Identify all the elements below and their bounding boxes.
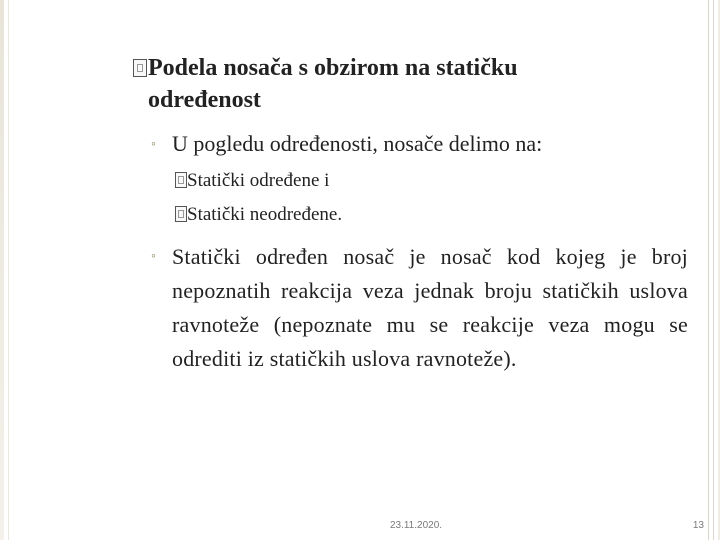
bullet-text: U pogledu određenosti, nosače delimo na: bbox=[172, 131, 543, 156]
sub-bullet-item bbox=[175, 167, 329, 195]
missing-glyph-box-icon bbox=[175, 172, 187, 188]
bullet-text: Statički određen nosač je nosač kod kojeg je broj nepoznatih reakcija veza jednak broju statičkih uslova ravnoteže (nepoznate mu se reakcije veza mogu se odrediti iz statičkih uslova ravnoteže). bbox=[172, 244, 688, 371]
sub-bullet-item bbox=[175, 201, 342, 229]
hollow-circle-bullet-icon: ◦ bbox=[151, 249, 156, 264]
missing-glyph-box-icon bbox=[175, 206, 187, 222]
slide-title-line1: Podela nosača s obzirom na statičku bbox=[148, 55, 518, 81]
footer-date: 23.11.2020. bbox=[389, 520, 443, 531]
right-decorative-border bbox=[708, 0, 714, 540]
slide-title-line2: određenost bbox=[148, 87, 261, 113]
left-decorative-border bbox=[0, 0, 4, 540]
left-decorative-line bbox=[8, 0, 9, 540]
missing-glyph-box-icon bbox=[133, 59, 147, 77]
bullet-item bbox=[152, 128, 692, 160]
footer-page-number: 13 bbox=[692, 520, 704, 531]
bullet-item bbox=[152, 240, 692, 376]
hollow-circle-bullet-icon: ◦ bbox=[151, 137, 156, 152]
slide-title bbox=[133, 52, 653, 116]
sub-bullet-text: Statički neodređene. bbox=[187, 204, 343, 225]
sub-bullet-text: Statički određene i bbox=[187, 170, 330, 191]
